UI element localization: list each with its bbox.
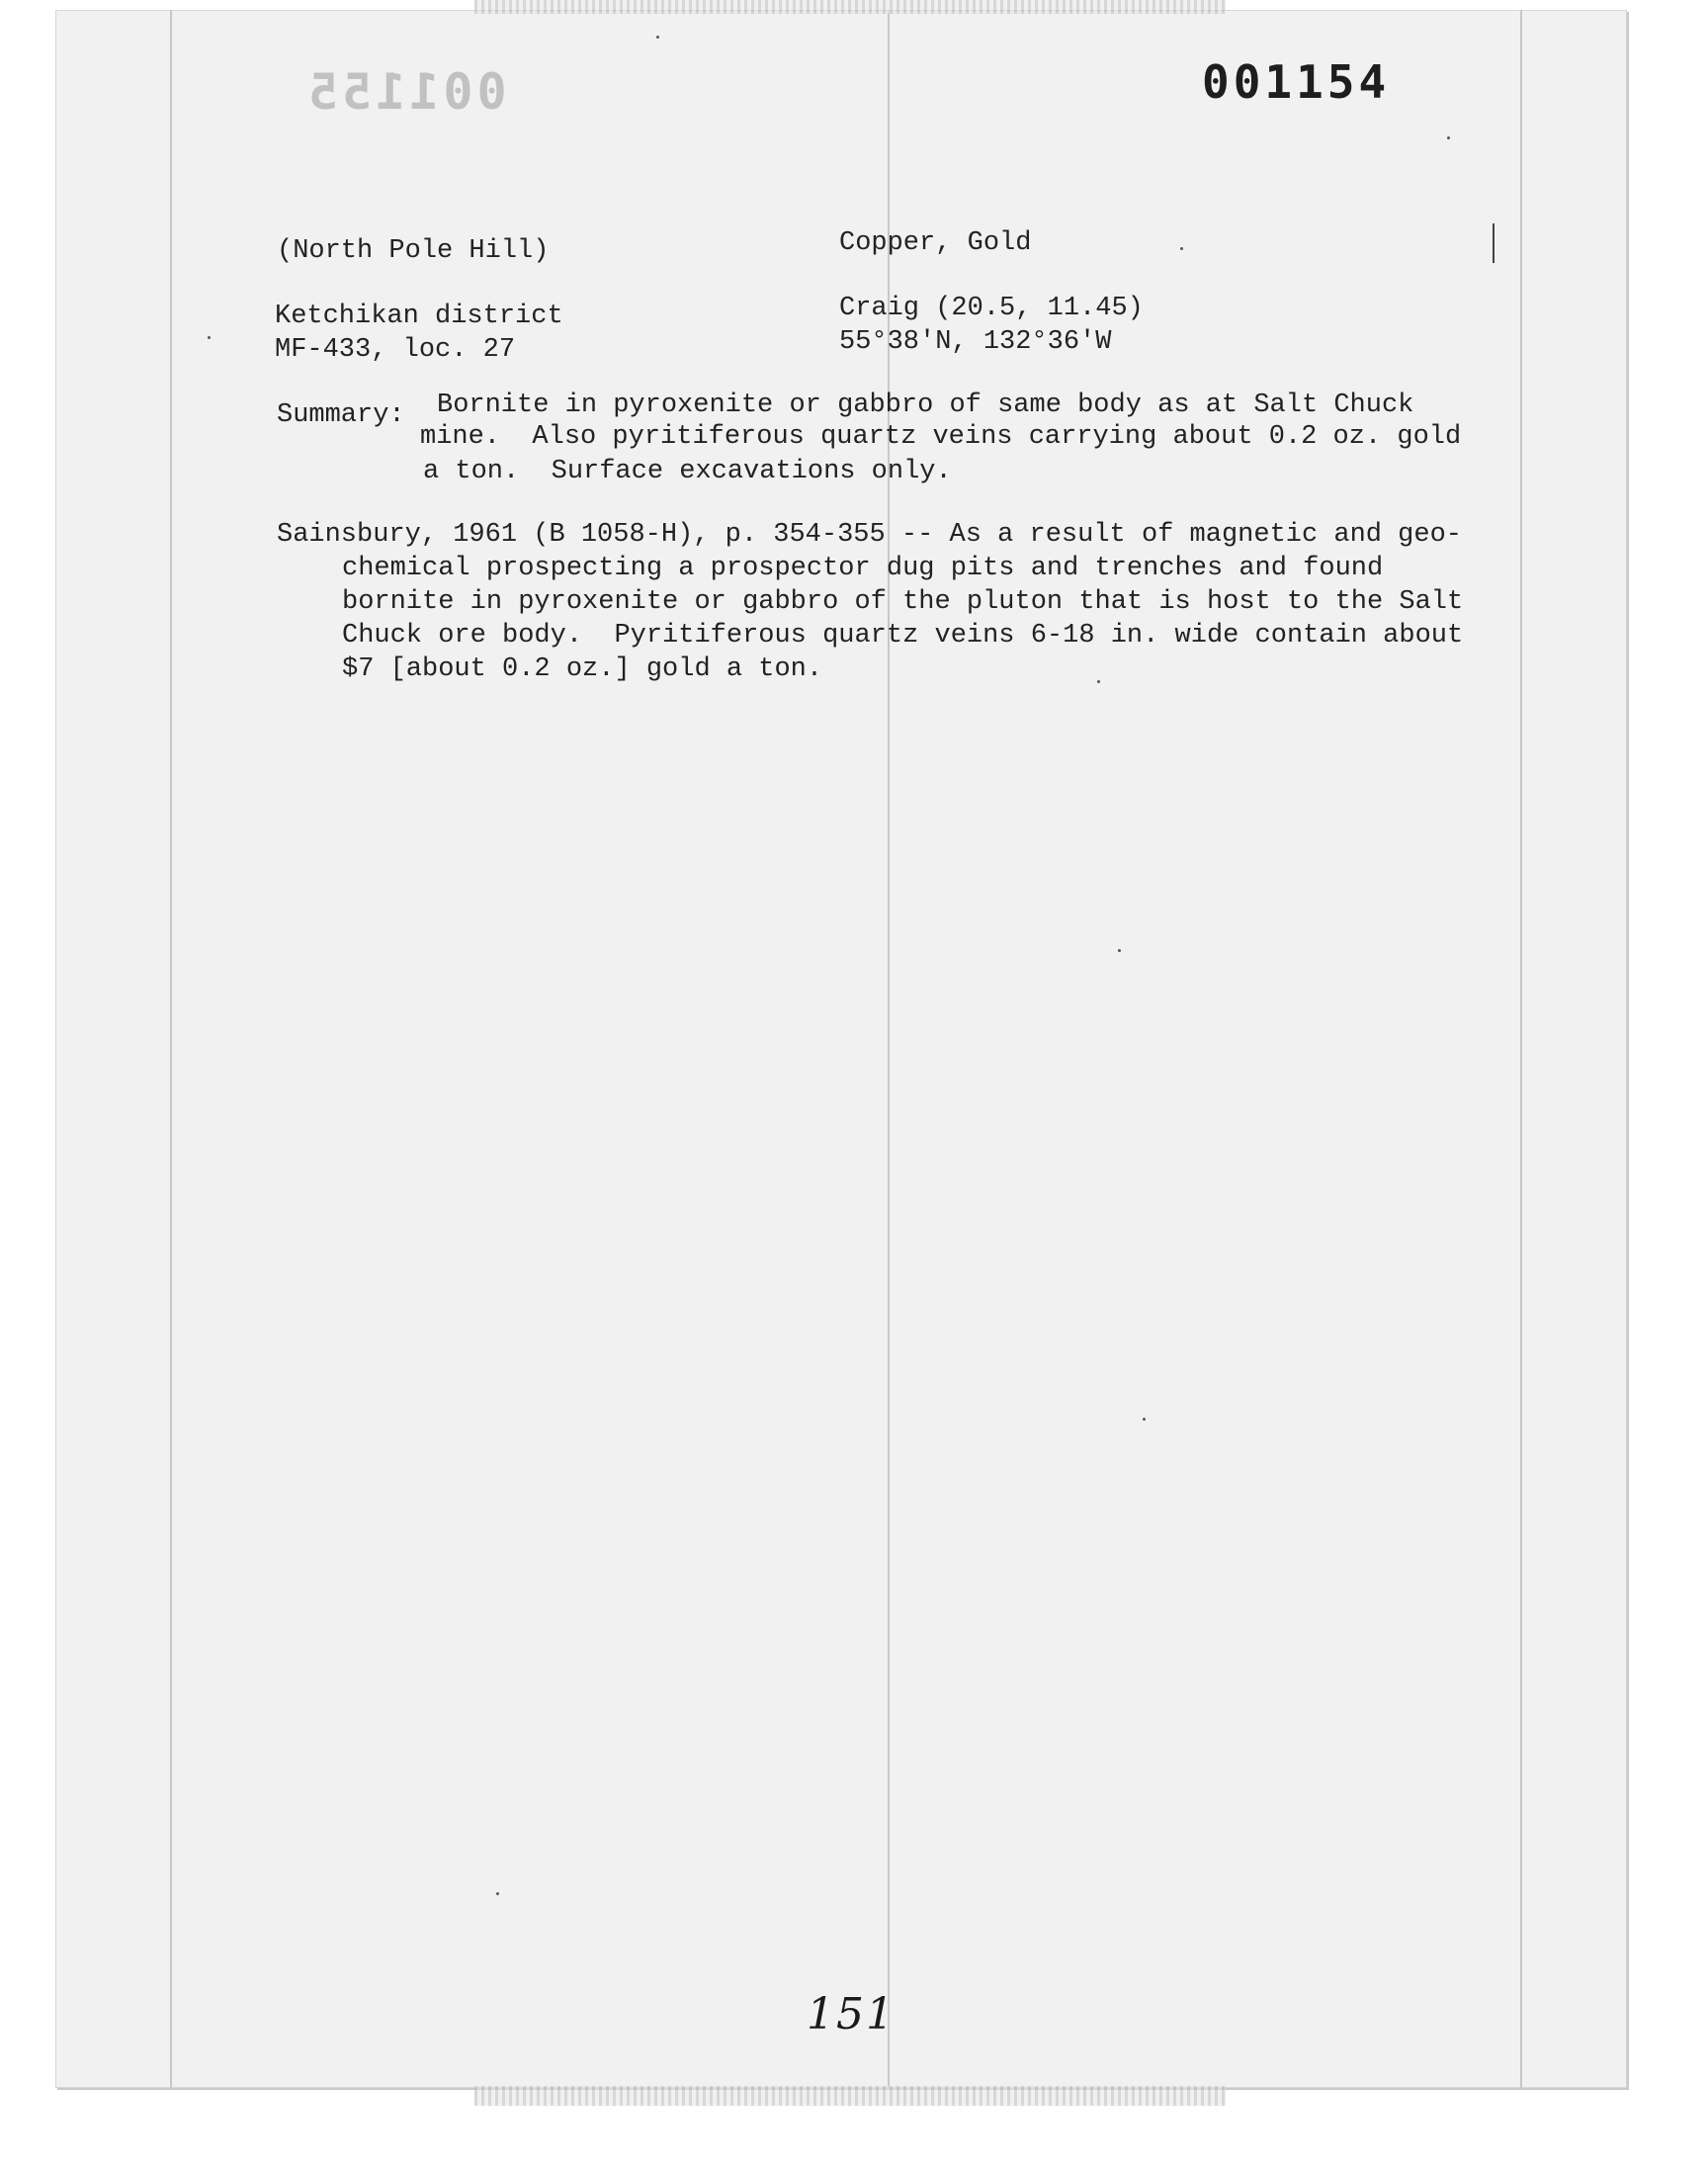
scan-speck xyxy=(1118,949,1121,952)
scan-speck xyxy=(1143,1418,1146,1421)
page-number-stamp: 001154 xyxy=(1202,55,1391,109)
coordinates: 55°38'N, 132°36'W xyxy=(839,327,1112,357)
summary-line: Bornite in pyroxenite or gabbro of same body as at Salt Chuck xyxy=(437,391,1414,420)
scan-speck xyxy=(1180,247,1183,250)
summary-line: mine. Also pyritiferous quartz veins carrying about 0.2 oz. gold xyxy=(420,422,1462,452)
reference-line: chemical prospecting a prospector dug pits and trenches and found xyxy=(342,554,1384,583)
summary-label: Summary: xyxy=(277,400,405,430)
page-number-bleedthrough: 001155 xyxy=(304,63,507,121)
quadrangle: Craig (20.5, 11.45) xyxy=(839,294,1144,323)
reference-line: Sainsbury, 1961 (B 1058-H), p. 354-355 -- As a result of magnetic and geo- xyxy=(277,520,1462,550)
scan-edge-bottom xyxy=(474,2086,1226,2106)
margin-tick-mark xyxy=(1493,223,1494,263)
fold-line-left xyxy=(170,10,172,2088)
handwritten-page-number: 151 xyxy=(807,1989,896,2040)
map-reference: MF-433, loc. 27 xyxy=(275,335,516,365)
fold-line-right xyxy=(1520,10,1522,2088)
reference-line: Chuck ore body. Pyritiferous quartz veins 6-18 in. wide contain about xyxy=(342,621,1464,651)
reference-line: bornite in pyroxenite or gabbro of the pluton that is host to the Salt xyxy=(342,587,1464,617)
summary-line: a ton. Surface excavations only. xyxy=(423,457,952,486)
district: Ketchikan district xyxy=(275,302,563,331)
commodities: Copper, Gold xyxy=(839,228,1032,258)
scan-speck xyxy=(656,36,659,39)
scan-speck xyxy=(1447,136,1450,139)
scan-speck xyxy=(208,336,211,339)
locality-name: (North Pole Hill) xyxy=(277,236,550,266)
scan-speck xyxy=(1097,680,1100,683)
scan-edge-top xyxy=(474,0,1226,14)
scan-speck xyxy=(496,1892,499,1895)
reference-line: $7 [about 0.2 oz.] gold a ton. xyxy=(342,654,823,684)
